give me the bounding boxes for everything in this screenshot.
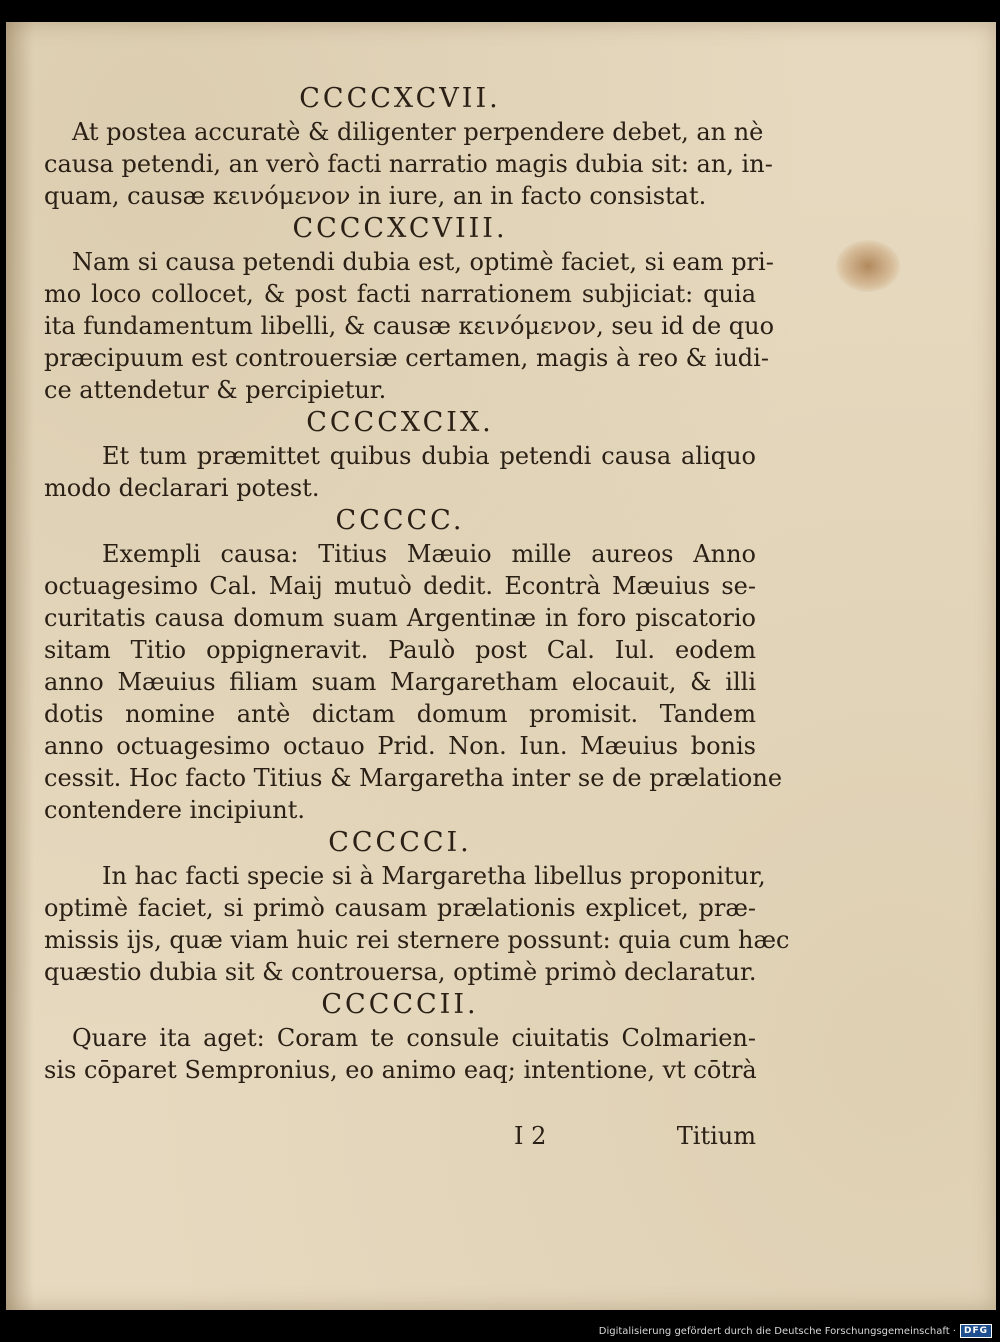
- text-line: Et tum præmittet quibus dubia petendi causa aliquo: [102, 442, 756, 470]
- funding-credit: [599, 1322, 992, 1340]
- dfg-logo: DFG: [960, 1324, 992, 1338]
- section-heading: CCCCCI.: [328, 827, 472, 858]
- text-line: dotis nomine antè dictam domum promisit. Tandem: [44, 700, 756, 728]
- catchword: Titium: [676, 1122, 756, 1150]
- text-line: octuagesimo Cal. Maij mutuò dedit. Econtrà Mæuius se-: [44, 572, 756, 600]
- ink-stain: [836, 240, 900, 292]
- text-line: causa petendi, an verò facti narratio magis dubia sit: an, in-: [44, 150, 773, 178]
- text-line: anno octuagesimo octauo Prid. Non. Iun. Mæuius bonis: [44, 732, 756, 760]
- text-line: missis ijs, quæ viam huic rei sternere possunt: quia cum hæc: [44, 926, 790, 954]
- text-line: Nam si causa petendi dubia est, optimè faciet, si eam pri-: [72, 248, 774, 276]
- text-line: sitam Titio oppigneravit. Paulò post Cal. Iul. eodem: [44, 636, 756, 664]
- text-line: præcipuum est controuersiæ certamen, magis à reo & iudi-: [44, 344, 769, 372]
- text-line: quam, causæ κεινόμενον in iure, an in facto consistat.: [44, 182, 707, 210]
- section-heading: CCCCC.: [335, 505, 465, 536]
- section-heading: CCCCXCVII.: [299, 83, 501, 114]
- text-line: ita fundamentum libelli, & causæ κεινόμενον, seu id de quo: [44, 312, 775, 340]
- text-line: curitatis causa domum suam Argentinæ in foro piscatorio: [44, 604, 756, 632]
- credit-text: Digitalisierung gefördert durch die Deutsche Forschungsgemeinschaft ·: [598, 1325, 956, 1337]
- text-line: optimè faciet, si primò causam prælationis explicet, præ-: [44, 894, 756, 922]
- text-line: sis cōparet Sempronius, eo animo eaq; intentione, vt cōtrà: [44, 1056, 757, 1084]
- text-line: ce attendetur & percipietur.: [44, 376, 387, 404]
- text-line: In hac facti specie si à Margaretha libellus proponitur,: [102, 862, 766, 890]
- text-line: At postea accuratè & diligenter perpendere debet, an nè: [72, 118, 764, 146]
- text-line: contendere incipiunt.: [44, 796, 305, 824]
- section-heading: CCCCXCIX.: [306, 407, 494, 438]
- text-line: quæstio dubia sit & controuersa, optimè primò declaratur.: [44, 958, 757, 986]
- page-footer: [44, 1120, 756, 1152]
- signature-mark: I 2: [514, 1122, 547, 1150]
- text-line: cessit. Hoc facto Titius & Margaretha inter se de prælatione: [44, 764, 783, 792]
- page-text: [44, 82, 790, 1086]
- section-heading: CCCCXCVIII.: [292, 213, 508, 244]
- text-line: modo declarari potest.: [44, 474, 320, 502]
- text-line: anno Mæuius filiam suam Margaretham elocauit, & illi: [44, 668, 756, 696]
- section-heading: CCCCCII.: [321, 989, 479, 1020]
- text-line: Quare ita aget: Coram te consule ciuitatis Colmarien-: [72, 1024, 756, 1052]
- text-line: Exempli causa: Titius Mæuio mille aureos Anno: [102, 540, 756, 568]
- text-line: mo loco collocet, & post facti narrationem subjiciat: quia: [44, 280, 756, 308]
